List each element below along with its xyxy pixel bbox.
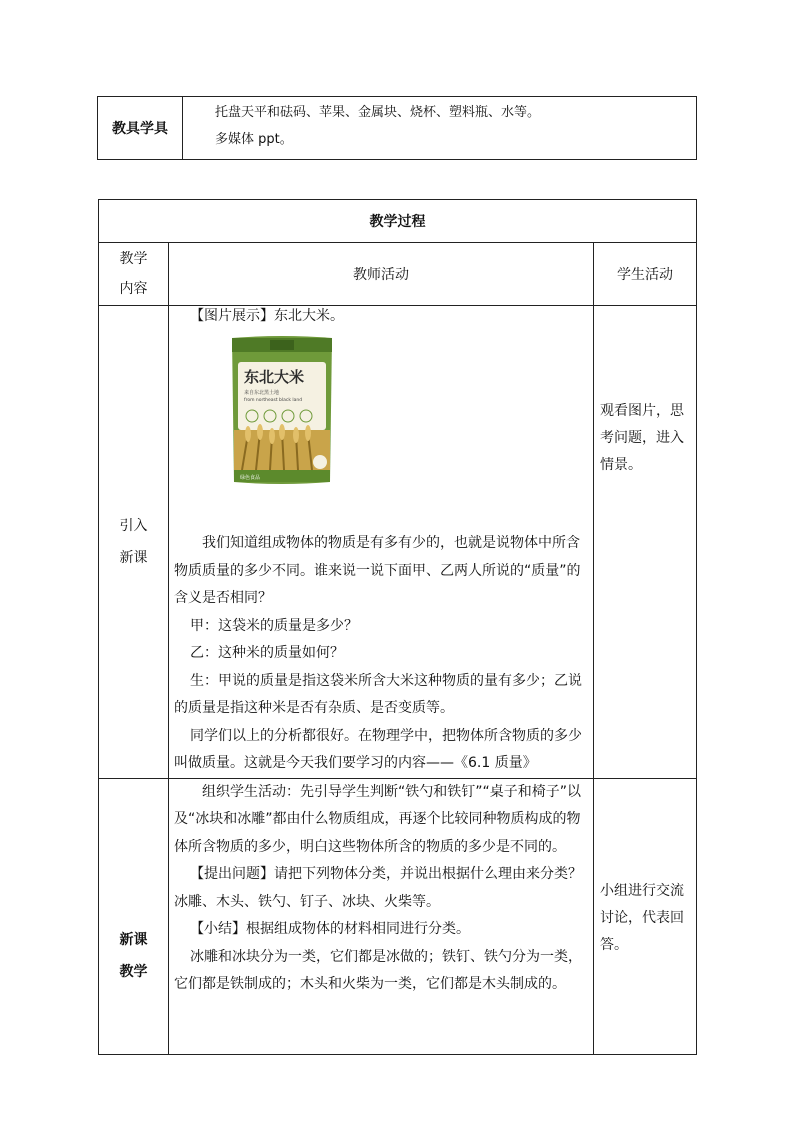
new-lesson-paragraph: 【提出问题】请把下列物体分类，并说出根据什么理由来分类？冰雕、木头、铁勺、钉子、冰块、火柴等。 <box>174 866 582 910</box>
rice-bag-icon <box>222 334 342 484</box>
tools-content <box>183 97 697 160</box>
header-student: 学生活动 <box>594 243 697 306</box>
intro-paragraph: 我们知道组成物体的物质是有多有少的，也就是说物体中所含物质质量的多少不同。谁来说一说下面甲、乙两人所说的“质量”的含义是否相同？ <box>174 535 581 606</box>
process-title: 教学过程 <box>99 200 697 243</box>
tools-line: 多媒体 ppt。 <box>215 132 293 147</box>
intro-paragraph: 甲：这袋米的质量是多少？ <box>190 617 358 634</box>
image-caption: 【图片展示】东北大米。 <box>190 308 344 324</box>
intro-paragraph: 同学们以上的分析都很好。在物理学中，把物体所含物质的多少叫做质量。这就是今天我们要学习的内容——《6.1 质量》 <box>174 727 582 771</box>
tools-line: 托盘天平和砝码、苹果、金属块、烧杯、塑料瓶、水等。 <box>215 105 541 120</box>
tools-label: 教具学具 <box>98 97 183 160</box>
svg-text:东北大米: 东北大米 <box>244 368 305 386</box>
intro-label <box>99 306 169 779</box>
header-teacher: 教师活动 <box>169 243 594 306</box>
new-lesson-paragraph: 【小结】根据组成物体的材料相同进行分类。 <box>190 921 470 937</box>
new-lesson-label-line: 新课 <box>119 932 148 948</box>
intro-paragraph: 乙：这种米的质量如何？ <box>190 645 344 661</box>
new-lesson-teacher-cell <box>169 778 594 1054</box>
process-table <box>98 199 697 1055</box>
new-lesson-paragraph: 组织学生活动：先引导学生判断“铁勺和铁钉”“桌子和椅子”以及“冰块和冰雕”都由什么物质组成，再逐个比较同种物质构成的物体所含物质的多少，明白这些物体所含的物质的多少是不同的。 <box>174 783 582 855</box>
intro-label-line: 新课 <box>119 549 148 566</box>
new-lesson-student-cell: 小组进行交流讨论，代表回答。 <box>594 778 697 1054</box>
tools-table <box>97 96 697 160</box>
rice-bag-image <box>222 334 362 514</box>
header-content-line: 教学 <box>119 251 148 267</box>
header-content-line: 内容 <box>119 281 148 297</box>
svg-text:绿色食品: 绿色食品 <box>240 475 261 481</box>
new-lesson-label <box>99 778 169 1054</box>
intro-teacher-cell <box>169 306 594 779</box>
svg-text:来自东北黑土地: 来自东北黑土地 <box>244 390 280 396</box>
svg-text:from northeast black land: from northeast black land <box>244 398 303 403</box>
header-content <box>99 243 169 306</box>
new-lesson-paragraph: 冰雕和冰块分为一类，它们都是冰做的；铁钉、铁勺分为一类，它们都是铁制成的；木头和火柴为一类，它们都是木头制成的。 <box>174 948 582 992</box>
intro-student-cell: 观看图片，思考问题，进入情景。 <box>594 306 697 779</box>
new-lesson-label-line: 教学 <box>119 964 148 980</box>
intro-label-line: 引入 <box>119 517 148 534</box>
intro-paragraph: 生：甲说的质量是指这袋米所含大米这种物质的量有多少；乙说的质量是指这种米是否有杂质、是否变质等。 <box>174 672 582 716</box>
